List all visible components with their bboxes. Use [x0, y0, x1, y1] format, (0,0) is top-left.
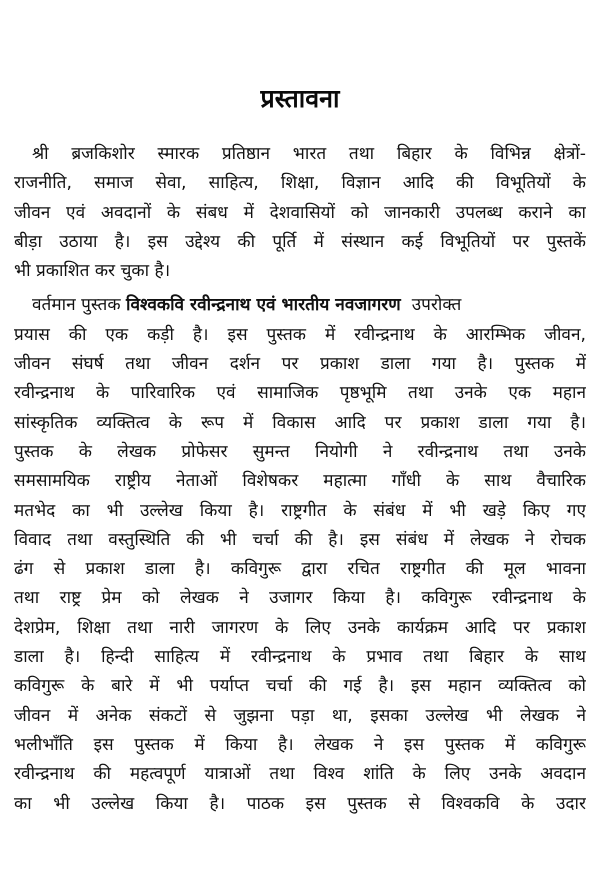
text-line: मतभेद का भी उल्लेख किया है। राष्ट्रगीत के संबंध में भी खड़े किए गए	[14, 500, 586, 521]
text-line: प्रयास की एक कड़ी है। इस पुस्तक में रवीन्द्रनाथ के आरम्भिक जीवन,	[14, 324, 586, 345]
text-line: जीवन संघर्ष तथा जीवन दर्शन पर प्रकाश डाला गया है। पुस्तक में	[14, 354, 586, 375]
text-line: ढंग से प्रकाश डाला है। कविगुरू द्वारा रचित राष्ट्रगीत की मूल भावना	[14, 559, 586, 580]
text-line: बीड़ा उठाया है। इस उद्देश्य की पूर्ति में संस्थान कई विभूतियों पर पुस्तकें	[14, 231, 586, 252]
text-line	[14, 291, 586, 320]
text-line: देशप्रेम, शिक्षा तथा नारी जागरण के लिए उनके कार्यक्रम आदि पर प्रकाश	[14, 617, 586, 638]
text-line: कविगुरू के बारे में भी पर्याप्त चर्चा की गई है। इस महान व्यक्तित्व को	[14, 676, 586, 697]
paragraph-1	[14, 140, 586, 286]
text-line: रवीन्द्रनाथ की महत्वपूर्ण यात्राओं तथा विश्व शांति के लिए उनके अवदान	[14, 764, 586, 785]
text-line: जीवन में अनेक संकटों से जुझना पड़ा था, इसका उल्लेख भी लेखक ने	[14, 705, 586, 726]
text-line: सांस्कृतिक व्यक्तित्व के रूप में विकास आदि पर प्रकाश डाला गया है।	[14, 412, 586, 433]
text-line: जीवन एवं अवदानों के संबध में देशवासियों को जानकारी उपलब्ध कराने का	[14, 202, 586, 223]
paragraph-lead: वर्तमान पुस्तक	[32, 295, 121, 316]
text-line: समसामयिक राष्ट्रीय नेताओं विशेषकर महात्मा गाँधी के साथ वैचारिक	[14, 471, 586, 492]
document-title: प्रस्तावना	[260, 84, 340, 113]
text-line: रवीन्द्रनाथ के पारिवारिक एवं सामाजिक पृष्ठभूमि तथा उनके एक महान	[14, 383, 586, 404]
document-body	[14, 140, 586, 819]
text-line: भी प्रकाशित कर चुका है।	[14, 261, 171, 282]
text-line: पुस्तक के लेखक प्रोफेसर सुमन्त नियोगी ने रवीन्द्रनाथ तथा उनके	[14, 441, 586, 462]
paragraph-2	[14, 291, 586, 818]
book-title: विश्वकवि रवीन्द्रनाथ एवं भारतीय नवजागरण	[126, 295, 401, 316]
paragraph-lead-tail: उपरोक्त	[411, 295, 462, 316]
text-line: श्री ब्रजकिशोर स्मारक प्रतिष्ठान भारत तथा बिहार के विभिन्न क्षेत्रों-	[32, 144, 586, 164]
text-line: डाला है। हिन्दी साहित्य में रवीन्द्रनाथ के प्रभाव तथा बिहार के साथ	[14, 647, 586, 668]
text-line: भलीभाँति इस पुस्तक में किया है। लेखक ने इस पुस्तक में कविगुरू	[14, 734, 586, 755]
text-line: तथा राष्ट्र प्रेम को लेखक ने उजागर किया है। कविगुरू रवीन्द्रनाथ के	[14, 588, 586, 609]
text-line: राजनीति, समाज सेवा, साहित्य, शिक्षा, विज्ञान आदि की विभूतियों के	[14, 173, 586, 194]
text-line: विवाद तथा वस्तुस्थिति की भी चर्चा की है। इस संबंध में लेखक ने रोचक	[14, 529, 586, 550]
text-line: का भी उल्लेख किया है। पाठक इस पुस्तक से विश्वकवि के उदार	[14, 793, 586, 814]
